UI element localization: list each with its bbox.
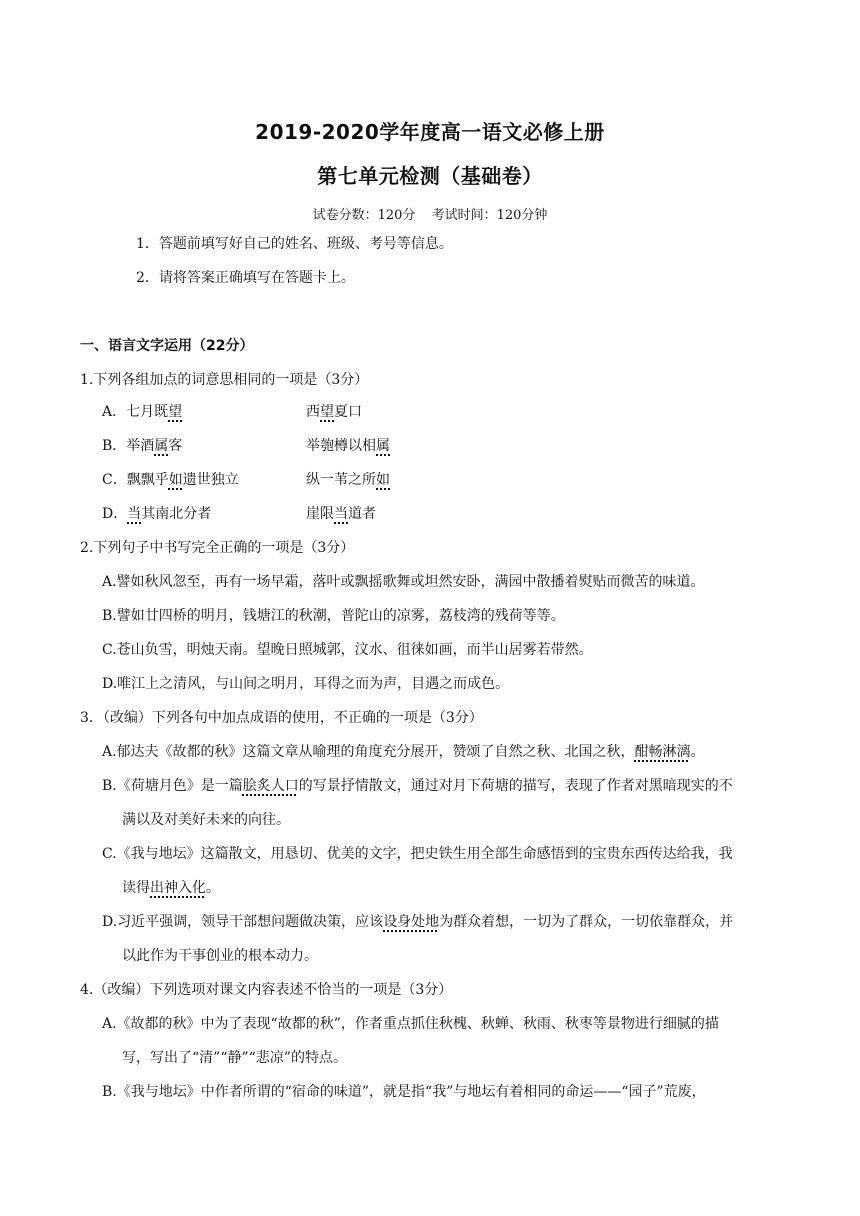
page-title: 2019-2020学年度高一语文必修上册 [255,120,605,144]
q1-option-c-pair [306,470,390,490]
q3-option-c-cont [122,878,220,898]
page-subtitle: 第七单元检测（基础卷） [317,164,543,188]
exam-meta [0,204,860,223]
option-text: 。 [690,744,705,760]
q3-option-d [102,912,733,932]
option-text: 七月既 [126,404,169,420]
q2-option-a: A.譬如秋风忽至，再有一场早霜，落叶或飘摇歌舞或坦然安卧，满园中散播着熨贴而微苦的味道。 [102,574,705,590]
dotted-word: 如 [376,472,390,488]
q1-option-d [102,504,211,524]
q4-option-b: B.《我与地坛》中作者所谓的“宿命的味道”，就是指“我”与地坛有着相同的命运——“园子”荒废， [102,1084,706,1100]
option-text: 道者 [348,506,376,522]
q4-option-a: A.《故都的秋》中为了表现“故都的秋”，作者重点抓住秋槐、秋蝉、秋雨、秋枣等景物进行细腻的描 [102,1016,719,1032]
q1-option-d-pair [306,504,376,524]
q3-option-b [102,776,733,796]
option-label: B． [102,438,127,454]
q4-stem: 4.（改编）下列选项对课文内容表述不恰当的一项是（3分） [80,982,453,998]
option-text: 举酒 [126,438,155,454]
q4-option-a-cont: 写，写出了“清”“静”“悲凉”的特点。 [122,1050,347,1066]
instruction-2: 2．请将答案正确填写在答题卡上。 [136,270,355,286]
dotted-idiom: 脍炙人口 [242,778,299,794]
option-text: 的写景抒情散文，通过对月下荷塘的描写，表现了作者对黑暗现实的不 [298,778,733,794]
option-text: 飘飘乎 [126,472,169,488]
q1-option-a-pair [306,402,362,422]
dotted-idiom: 出神入化 [150,880,206,896]
option-text: 纵一苇之所 [306,472,376,488]
dotted-idiom: 酣畅淋漓 [634,744,691,760]
q3-option-c: C.《我与地坛》这篇散文，用恳切、优美的文字，把史铁生用全部生命感悟到的宝贵东西传达给我，我 [102,846,733,862]
dotted-word: 望 [320,404,334,420]
q2-option-b: B.譬如廿四桥的明月，钱塘江的秋潮，普陀山的凉雾，荔枝湾的残荷等等。 [102,608,565,624]
dotted-word: 如 [168,472,183,488]
section-heading: 一、语言文字运用（22分） [80,338,254,354]
q3-option-d-cont: 以此作为干事创业的根本动力。 [122,948,318,964]
q3-stem: 3．（改编）下列各句中加点成语的使用，不正确的一项是（3分） [80,710,483,726]
option-text: 为群众着想，一切为了群众，一切依靠群众，并 [439,914,734,930]
q2-option-d: D.唯江上之清风，与山间之明月，耳得之而为声，目遇之而成色。 [102,676,510,692]
option-text: 遗世独立 [182,472,239,488]
exam-time: 考试时间：120分钟 [431,208,548,223]
q1-option-a [102,402,182,422]
dotted-word: 当 [127,506,142,522]
dotted-word: 属 [154,438,169,454]
option-text: 夏口 [334,404,362,420]
q3-option-a [102,742,705,762]
option-text: 崖限 [306,506,334,522]
option-label: A． [102,404,127,420]
q1-option-b [102,436,182,456]
option-text: 。 [206,880,220,896]
dotted-idiom: 设身处地 [383,914,440,930]
q3-option-b-cont: 满以及对美好未来的向往。 [122,812,290,828]
option-text: 西 [306,404,320,420]
q2-option-c: C.苍山负雪，明烛天南。望晚日照城郭，汶水、徂徕如画，而半山居雾若带然。 [102,642,593,658]
option-text: 举匏樽以相 [306,438,376,454]
option-text: 客 [168,438,183,454]
q1-option-c [102,470,239,490]
dotted-word: 当 [334,506,348,522]
option-text: 读得 [122,880,150,896]
option-text: 其南北分者 [141,506,212,522]
q1-stem: 1.下列各组加点的词意思相同的一项是（3分） [80,372,369,388]
option-text: B.《荷塘月色》是一篇 [102,778,243,794]
dotted-word: 望 [168,404,183,420]
option-label: D． [102,506,128,522]
q2-stem: 2.下列句子中书写完全正确的一项是（3分） [80,540,355,556]
option-label: C． [102,472,127,488]
option-text: D.习近平强调，领导干部想问题做决策，应该 [102,914,384,930]
dotted-word: 属 [376,438,390,454]
option-text: A.郁达夫《故都的秋》这篇文章从喻理的角度充分展开，赞颂了自然之秋、北国之秋， [102,744,635,760]
exam-score: 试卷分数：120分 [312,208,416,223]
q1-option-b-pair [306,436,390,456]
instruction-1: 1．答题前填写好自己的姓名、班级、考号等信息。 [136,236,453,252]
